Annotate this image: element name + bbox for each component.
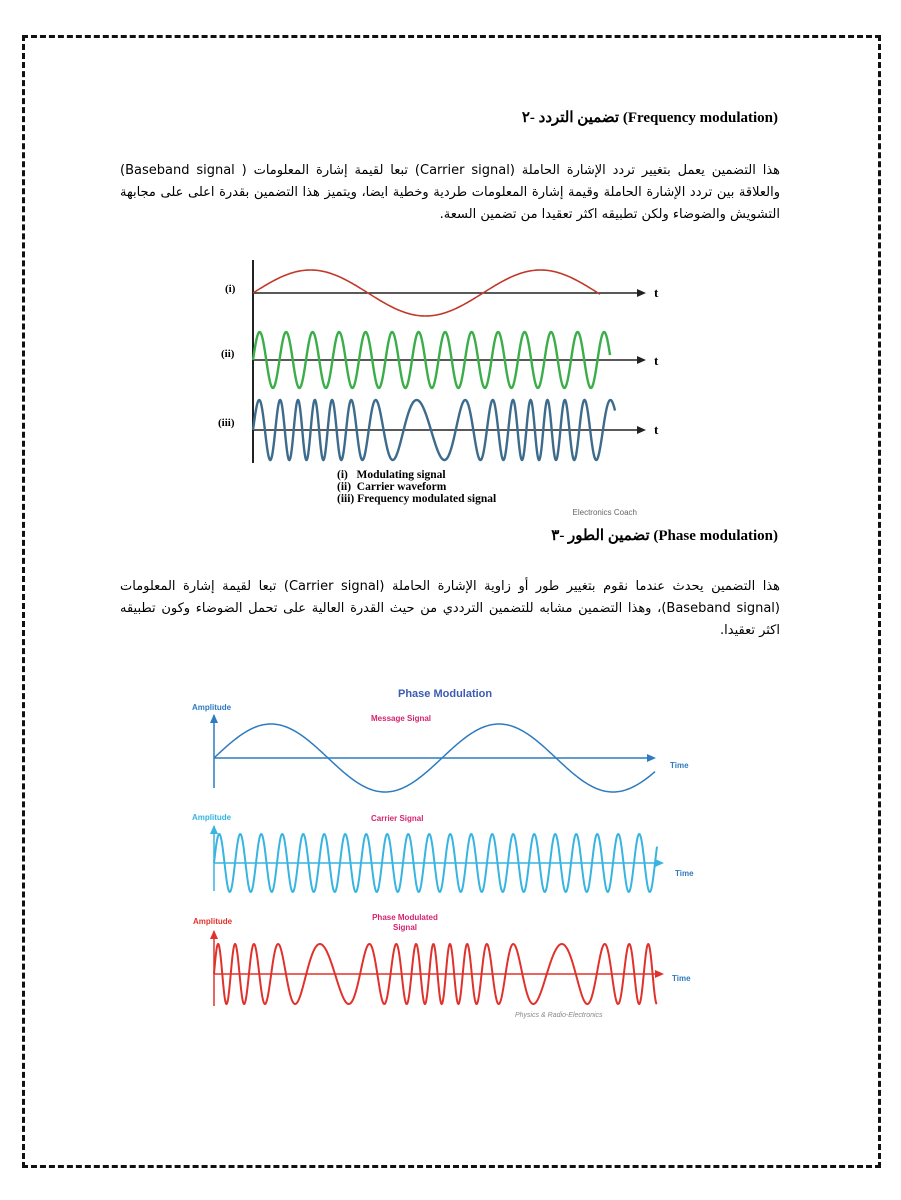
fm-legend-1: (i) Modulating signal [337,469,446,481]
pm-figure [185,683,705,1023]
fm-legend-3: (iii) Frequency modulated signal [337,493,497,505]
pm-carrier-label: Carrier Signal [371,814,424,823]
fm-row-label-ii: (ii) [221,348,235,360]
axis-arrow [637,289,646,297]
axis-arrow [210,825,218,834]
fm-credit: Electronics Coach [572,508,637,517]
pm-message-label: Message Signal [371,714,432,723]
pm-paragraph: هذا التضمين يحدث عندما نقوم بتغيير طور أو زاوية الإشارة الحاملة (Carrier signal) تبعا لقيمة إشارة المعلومات (Baseband signal)، وهذا التضمين مشابه للتضمين الترددي من حيث القدرة العالية على تحمل الضوضاء وكون تطبيقه اكثر تعقيدا. [120,579,780,638]
pm-modulated-label-line-1: Phase Modulated [372,913,438,922]
pm-amplitude-label-1: Amplitude [192,703,232,712]
pm-credit: Physics & Radio-Electronics [515,1012,603,1019]
pm-time-label-3: Time [672,974,691,983]
pm-modulated-label [372,913,438,932]
pm-title: Phase Modulation [398,688,493,700]
axis-arrow [637,426,646,434]
pm-amplitude-label-3: Amplitude [193,917,233,926]
axis-arrow [210,930,218,939]
axis-arrow [210,714,218,723]
fm-axis-t-3: t [654,422,659,437]
axis-arrow [637,356,646,364]
pm-time-label-1: Time [670,761,689,770]
axis-arrow [655,970,664,978]
fm-row-label-iii: (iii) [218,417,235,429]
axis-arrow [655,859,664,867]
pm-amplitude-label-2: Amplitude [192,813,232,822]
fm-row-label-i: (i) [225,283,236,295]
fm-axis-t-2: t [654,353,659,368]
fm-axis-t-1: t [654,285,659,300]
pm-modulated-label-line-2: Signal [392,923,418,932]
axis-arrow [647,754,656,762]
pm-heading: (Phase modulation) تضمين الطور -٣ [551,528,778,544]
fm-paragraph: هذا التضمين يعمل بتغيير تردد الإشارة الحاملة (Carrier signal) تبعا لقيمة إشارة المعلومات ( Baseband signal) والعلاقة بين تردد الإشارة الحاملة وقيمة إشارة المعلومات طردية وخطية ايضا، ويتميز هذا التضمين بقدرة اعلى على مجابهة التشويش والضوضاء ولكن تطبيقه اكثر تعقيدا من تضمين السعة. [120,163,780,222]
fm-legend-2: (ii) Carrier waveform [337,481,447,493]
fm-heading: (Frequency modulation) تضمين التردد -٢ [521,110,778,126]
fm-figure [215,260,675,522]
pm-time-label-2: Time [675,869,694,878]
